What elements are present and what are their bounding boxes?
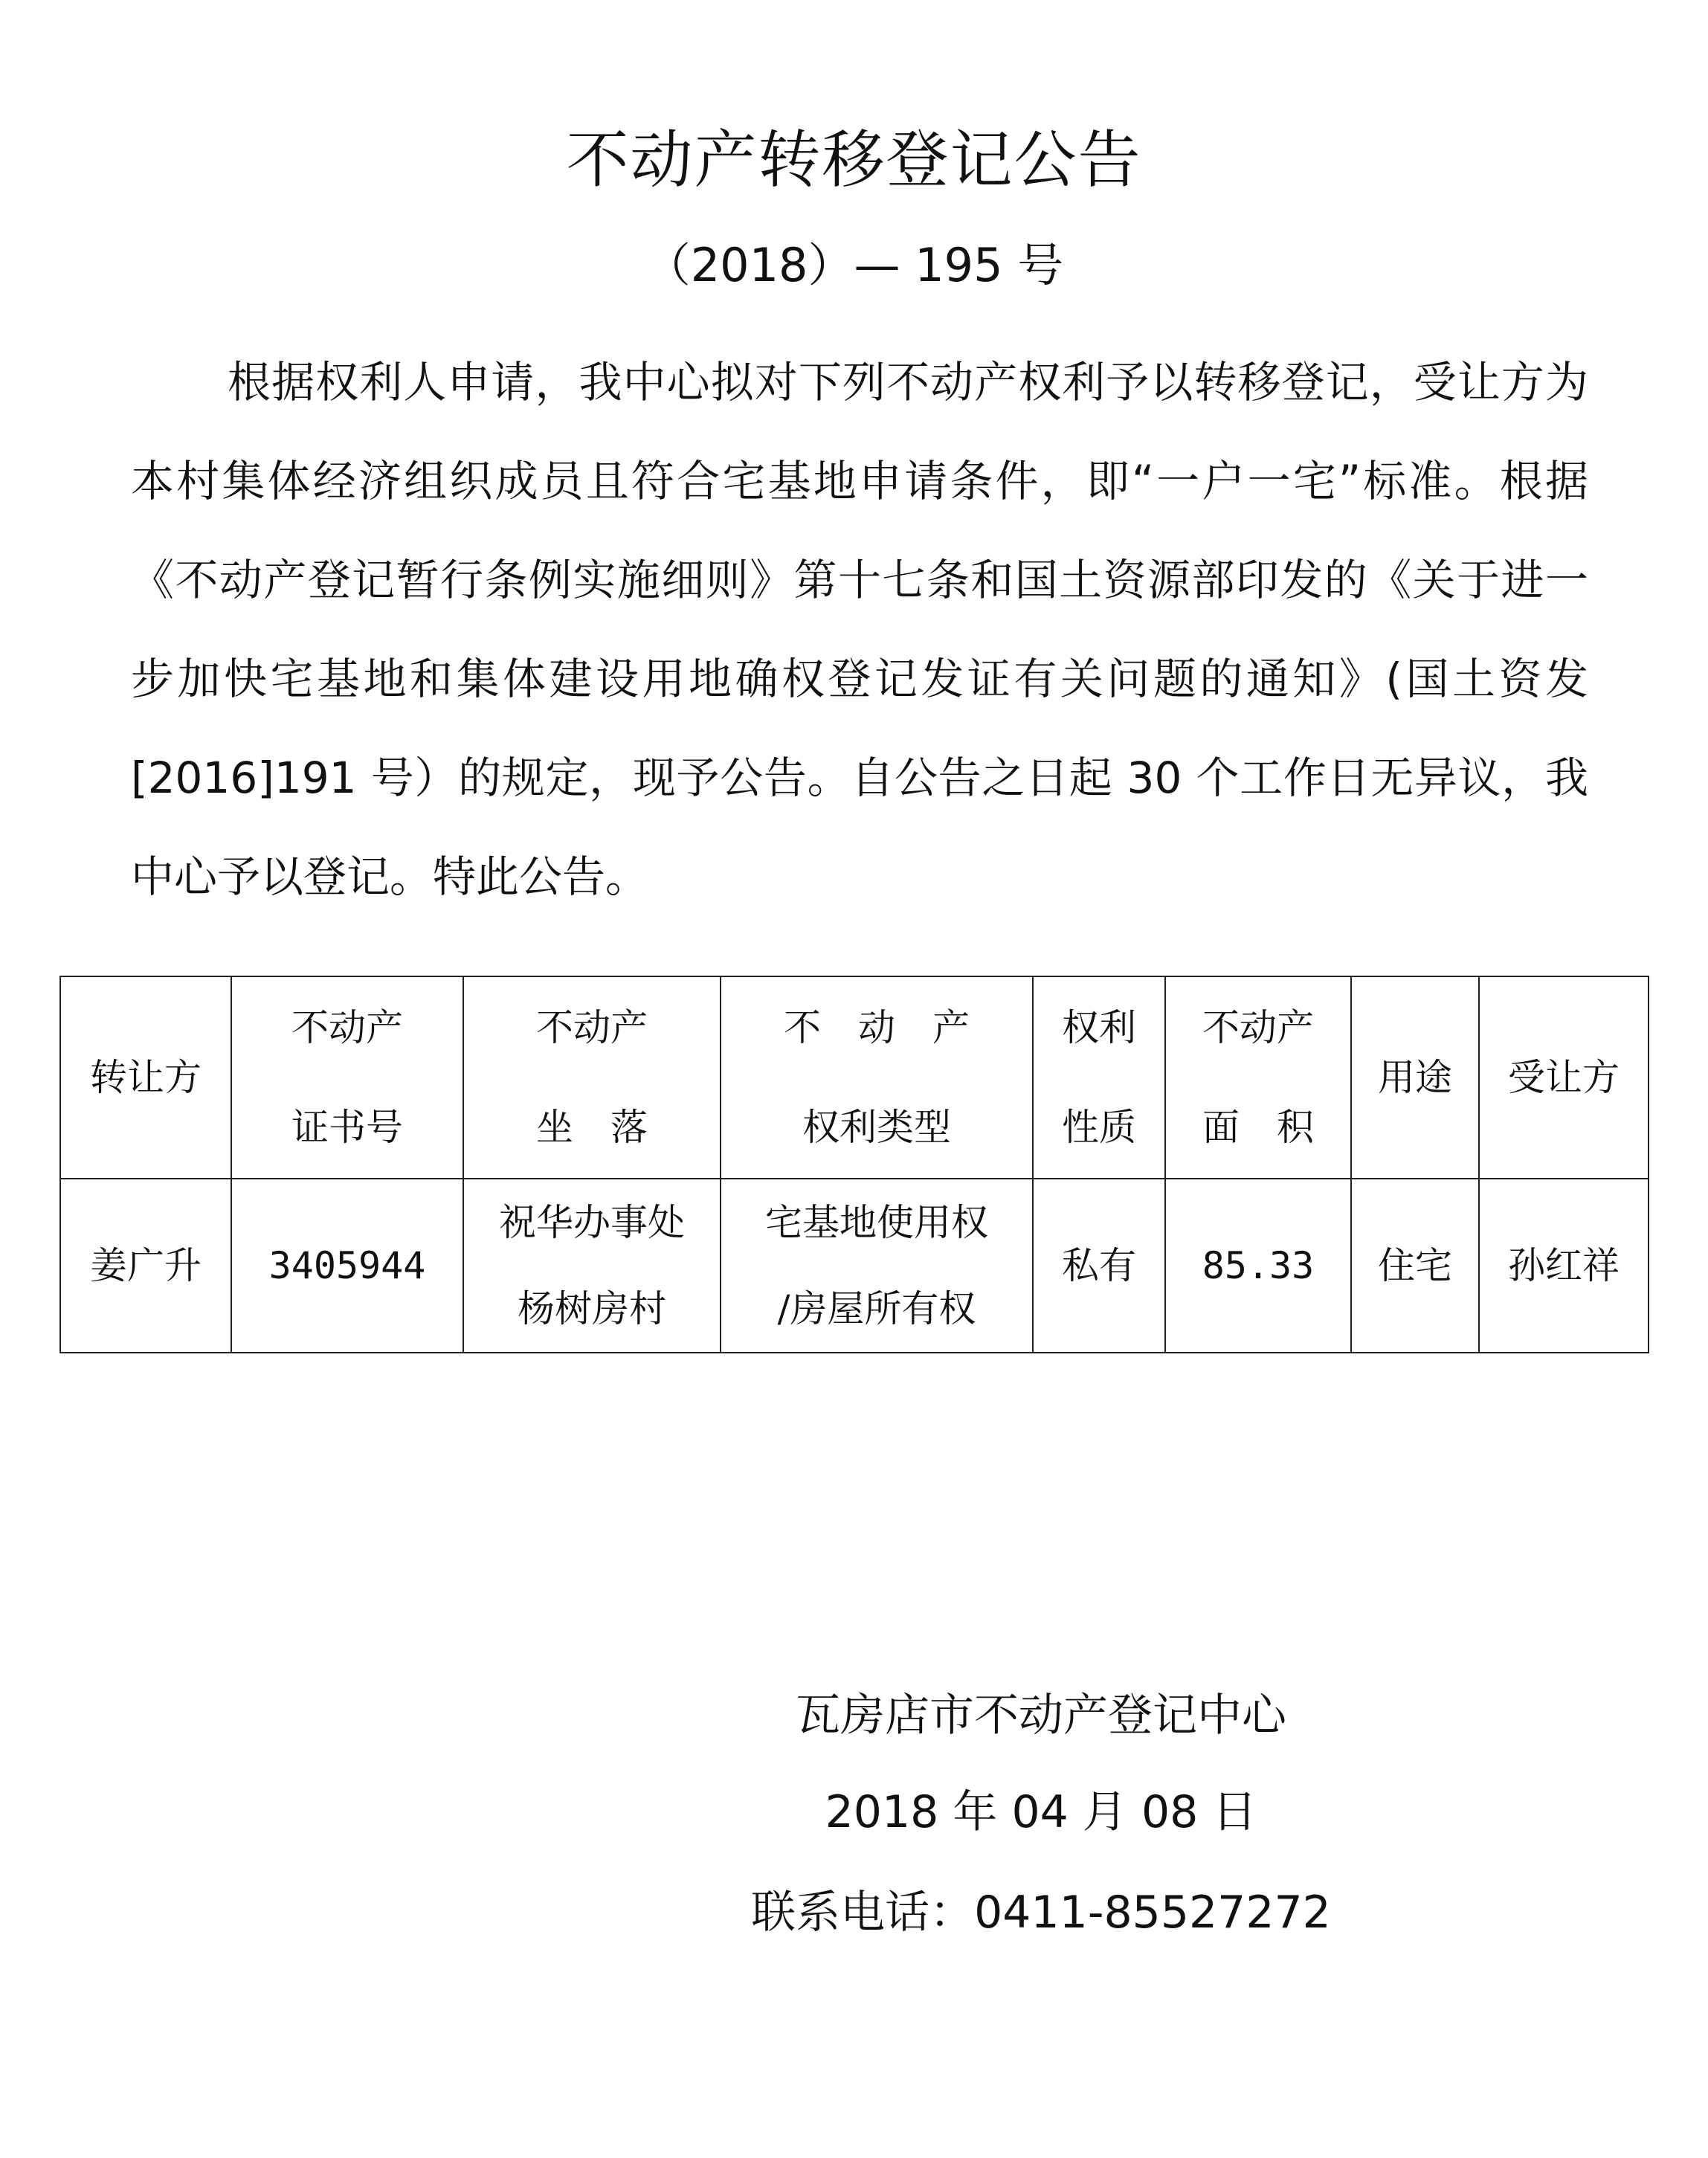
notice-number: （2018）— 195 号 — [644, 238, 1064, 292]
header-usage-label: 用途 — [1378, 1056, 1452, 1099]
cell-right-type-line2: /房屋所有权 — [777, 1287, 976, 1330]
cell-transferor: 姜广升 — [60, 1179, 231, 1353]
cell-usage: 住宅 — [1351, 1179, 1479, 1353]
header-right-nature-line2: 性质 — [1062, 1106, 1136, 1149]
transfer-table — [59, 976, 1649, 1353]
header-location-line2: 坐 落 — [536, 1106, 648, 1149]
header-usage — [1351, 976, 1479, 1179]
contact-phone: 联系电话：0411-85527272 — [751, 1887, 1331, 1939]
cell-right-nature: 私有 — [1033, 1179, 1165, 1353]
header-transferor — [60, 976, 231, 1179]
header-area-line1: 不动产 — [1202, 1006, 1314, 1049]
header-certificate-no — [231, 976, 463, 1179]
header-area — [1165, 976, 1351, 1179]
header-right-type-line1: 不 动 产 — [784, 1006, 970, 1049]
header-right-nature — [1033, 976, 1165, 1179]
table-row — [60, 1179, 1649, 1353]
header-transferor-label: 转让方 — [90, 1056, 202, 1099]
header-right-type-line2: 权利类型 — [802, 1106, 951, 1149]
cell-location-line1: 祝华办事处 — [499, 1201, 685, 1244]
header-location-line1: 不动产 — [536, 1006, 648, 1049]
cell-location-line2: 杨树房村 — [518, 1287, 666, 1330]
header-certificate-line2: 证书号 — [291, 1106, 403, 1149]
issuing-organization: 瓦房店市不动产登记中心 — [796, 1690, 1286, 1742]
cell-right-type — [721, 1179, 1033, 1353]
header-right-type — [721, 976, 1033, 1179]
cell-certificate-no: 3405944 — [231, 1179, 463, 1353]
header-area-line2: 面 积 — [1202, 1106, 1314, 1149]
table-header-row — [60, 976, 1649, 1179]
header-certificate-line1: 不动产 — [291, 1006, 403, 1049]
notice-body-paragraph: 根据权利人申请，我中心拟对下列不动产权利予以转移登记，受让方为本村集体经济组织成员且符合宅基地申请条件，即“一户一宅”标准。根据《不动产登记暂行条例实施细则》第十七条和国土资源部印发的《关于进一步加快宅基地和集体建设用地确权登记发证有关问题的通知》(国土资发[2016]191 号）的规定，现予公告。自公告之日起 30 个工作日无异议，我中心予以登记。特此公告。 — [131, 357, 1588, 902]
issue-date: 2018 年 04 月 08 日 — [825, 1786, 1257, 1838]
header-location — [463, 976, 721, 1179]
notice-title: 不动产转移登记公告 — [566, 123, 1142, 196]
cell-location — [463, 1179, 721, 1353]
cell-right-type-line1: 宅基地使用权 — [765, 1201, 988, 1244]
cell-area: 85.33 — [1165, 1179, 1351, 1353]
header-right-nature-line1: 权利 — [1062, 1006, 1136, 1049]
cell-transferee: 孙红祥 — [1479, 1179, 1649, 1353]
header-transferee-label: 受让方 — [1508, 1056, 1620, 1099]
header-transferee — [1479, 976, 1649, 1179]
